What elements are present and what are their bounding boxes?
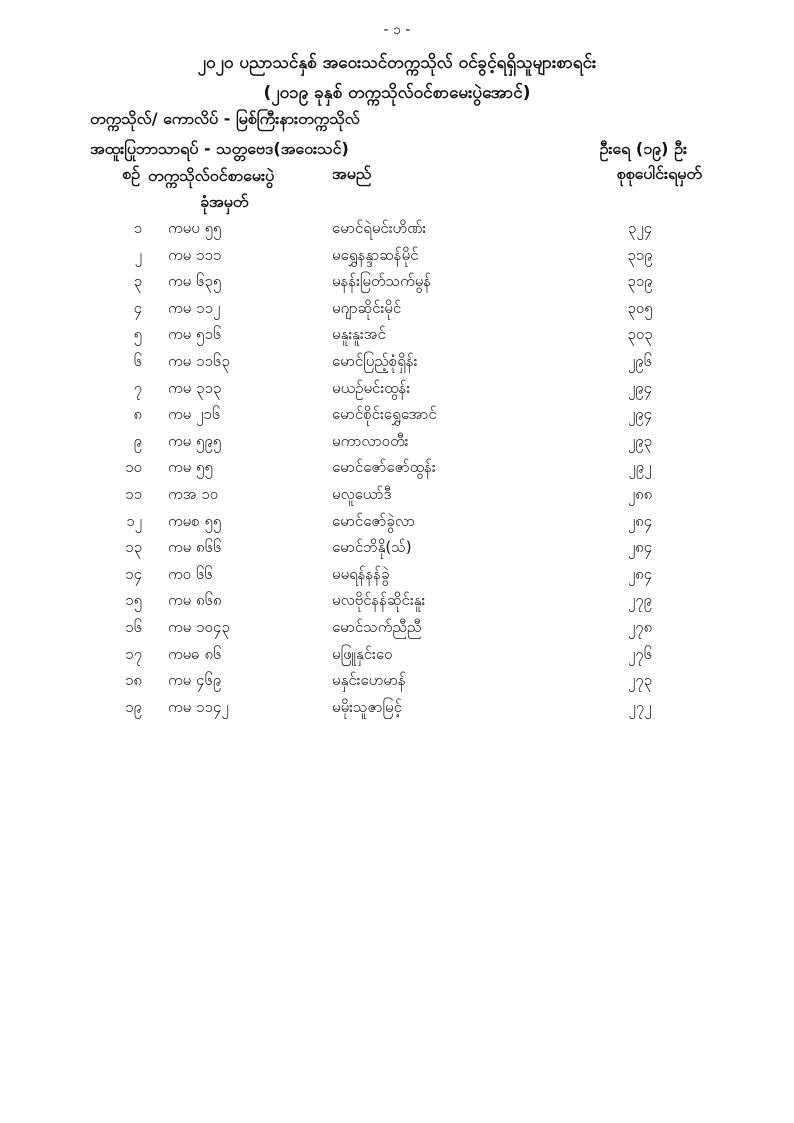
row-name: မောင်စိုင်းရွှေအောင် xyxy=(332,405,437,424)
row-marks: ၂၇၆ xyxy=(627,644,653,663)
row-roll: ကဝ ၆၆ xyxy=(168,564,213,583)
row-name: မောင်ရဲမင်းဟိဏ်း xyxy=(332,219,427,237)
table-row xyxy=(0,481,794,508)
row-marks: ၂၇၈ xyxy=(627,617,653,636)
row-no: ၅ xyxy=(133,325,142,344)
row-roll: ကမ ၁၁၄၂ xyxy=(168,697,229,716)
row-name: မမိုးသူဇာမြင့် xyxy=(332,697,402,716)
row-name: မောင်ဇော်ခွဲလာ xyxy=(332,511,416,530)
row-no: ၂ xyxy=(134,245,142,264)
row-marks: ၂၉၄ xyxy=(627,378,653,397)
document-subtitle: (၂၀၁၉ ခုနှစ် တက္ကသိုလ်ဝင်စာမေးပွဲအောင်) xyxy=(263,83,531,103)
row-no: ၁၈ xyxy=(124,671,142,690)
table-row xyxy=(0,242,794,269)
header-name: အမည် xyxy=(332,164,372,183)
seat-count: ဦးရေ (၁၉) ဦး xyxy=(599,139,687,158)
table-row xyxy=(0,348,794,375)
table-row xyxy=(0,268,794,295)
row-name: မနူးနူးအင် xyxy=(332,325,386,344)
header-marks: စုစုပေါင်းရမှတ် xyxy=(616,164,702,183)
table-row xyxy=(0,534,794,561)
table-row xyxy=(0,694,794,721)
row-marks: ၂၈၈ xyxy=(627,484,653,503)
row-no: ၁၆ xyxy=(125,617,142,636)
table-row xyxy=(0,454,794,481)
row-roll: ကမ ၆၃၅ xyxy=(168,272,222,291)
table-row xyxy=(0,561,794,588)
row-marks: ၃၀၅ xyxy=(627,298,653,317)
table-row xyxy=(0,508,794,535)
row-no: ၁၉ xyxy=(125,697,142,716)
row-marks: ၂၉၂ xyxy=(628,458,652,477)
table-row xyxy=(0,321,794,348)
row-name: မနှင်းဟေမာန် xyxy=(332,671,406,690)
row-name: မရွှေနန္ဒာဆန်မိုင် xyxy=(332,245,419,264)
row-marks: ၃၁၉ xyxy=(627,245,653,264)
row-roll: ကမ ၁၁၁ xyxy=(168,245,222,264)
row-name: မောင်ပြည့်စုံရှိန်း xyxy=(332,351,418,370)
row-roll: ကမ ၅၁၆ xyxy=(168,325,222,344)
row-name: မယဉ်မင်းထွန်း xyxy=(332,378,411,397)
row-name: မနန်းမြတ်သက်မွန် xyxy=(332,272,432,291)
row-no: ၁၇ xyxy=(125,644,142,663)
row-no: ၈ xyxy=(133,405,142,424)
row-roll: ကမဓ ၈၆ xyxy=(168,644,222,663)
row-roll: ကမ ၃၁၃ xyxy=(168,378,222,397)
row-roll: ကမ ၈၆၈ xyxy=(168,591,222,610)
row-no: ၉ xyxy=(133,431,142,450)
row-marks: ၂၈၄ xyxy=(627,564,653,583)
row-roll: ကမ ၁၁၆၃ xyxy=(168,351,230,370)
row-name: မမရန်နန်ခွဲ xyxy=(332,564,390,583)
row-marks: ၂၇၂ xyxy=(628,697,652,716)
row-roll: ကမပ ၅၅ xyxy=(168,219,222,237)
row-name: မောင်ဇော်ဇော်ထွန်း xyxy=(332,458,436,477)
row-roll: ကမ ၅၅ xyxy=(168,458,213,477)
results-table xyxy=(0,215,794,720)
page-number: - ၁ - xyxy=(383,22,411,38)
row-roll: ကမ ၁၁၂ xyxy=(168,298,221,317)
row-roll: ကမ ၂၁၆ xyxy=(168,405,221,424)
row-no: ၁ xyxy=(133,219,142,237)
row-no: ၁၃ xyxy=(125,538,142,557)
table-row xyxy=(0,587,794,614)
row-marks: ၃၁၉ xyxy=(627,272,653,291)
row-no: ၁၁ xyxy=(125,484,142,503)
row-no: ၁၄ xyxy=(125,564,142,583)
table-row xyxy=(0,428,794,455)
row-name: မောင်သက်ညီညီ xyxy=(332,617,422,636)
row-no: ၇ xyxy=(133,378,142,397)
row-name: မဂျာဆိုင်းမိုင် xyxy=(332,298,402,317)
row-marks: ၂၉၃ xyxy=(627,431,653,450)
row-marks: ၂၈၄ xyxy=(627,511,653,530)
table-row xyxy=(0,641,794,668)
row-marks: ၂၇၉ xyxy=(627,591,653,610)
row-roll: ကမ ၁၀၄၃ xyxy=(168,617,230,636)
row-roll: ကမစ ၅၅ xyxy=(168,511,222,530)
row-roll: ကမ ၄၆၉ xyxy=(168,671,222,690)
row-no: ၄ xyxy=(133,298,142,317)
table-header xyxy=(0,163,794,213)
header-no: စဉ် xyxy=(122,164,140,183)
row-roll: ကမ ၈၆၆ xyxy=(168,538,222,557)
row-name: မကာလာဝတီး xyxy=(332,431,409,450)
row-roll: ကအ ၁၀ xyxy=(168,484,219,503)
header-roll-line2: ခုံအမှတ် xyxy=(200,192,249,211)
table-row xyxy=(0,667,794,694)
row-no: ၃ xyxy=(133,272,142,291)
specialty-line: အထူးပြုဘာသာရပ် - သတ္တဗေဒ(အဝေးသင်) xyxy=(90,139,349,158)
row-name: မလဗိုင်နန်ဆိုင်းနူး xyxy=(332,591,426,610)
row-no: ၁၂ xyxy=(126,511,142,530)
header-roll-line1: တက္ကသိုလ်ဝင်စာမေးပွဲ xyxy=(148,166,275,185)
table-row xyxy=(0,375,794,402)
header-roll xyxy=(148,163,318,215)
row-no: ၁၀ xyxy=(125,458,142,477)
row-name: မောင်ဘိနို(သ်) xyxy=(332,538,412,557)
row-marks: ၂၉၆ xyxy=(627,351,653,370)
row-marks: ၂၈၄ xyxy=(627,538,653,557)
row-marks: ၃၀၃ xyxy=(627,325,653,344)
row-marks: ၂၉၄ xyxy=(627,405,653,424)
table-row xyxy=(0,295,794,322)
row-no: ၆ xyxy=(133,351,142,370)
document-title: ၂၀၂၀ ပညာသင်နှစ် အဝေးသင်တက္ကသိုလ် ဝင်ခွင့်ရရှိသူများစာရင်း xyxy=(197,53,597,73)
row-marks: ၂၇၃ xyxy=(627,671,653,690)
row-name: မလူယော်ဒီ xyxy=(332,484,392,503)
table-row xyxy=(0,614,794,641)
row-roll: ကမ ၅၉၅ xyxy=(168,431,222,450)
row-name: မဖြူနှင်းဝေ xyxy=(332,644,393,663)
university-line: တက္ကသိုလ်/ ကောလိပ် - မြစ်ကြီးနားတက္ကသိုလ် xyxy=(90,109,360,128)
table-row xyxy=(0,215,794,242)
row-no: ၁၅ xyxy=(125,591,142,610)
table-row xyxy=(0,401,794,428)
row-marks: ၃၂၄ xyxy=(627,219,653,237)
